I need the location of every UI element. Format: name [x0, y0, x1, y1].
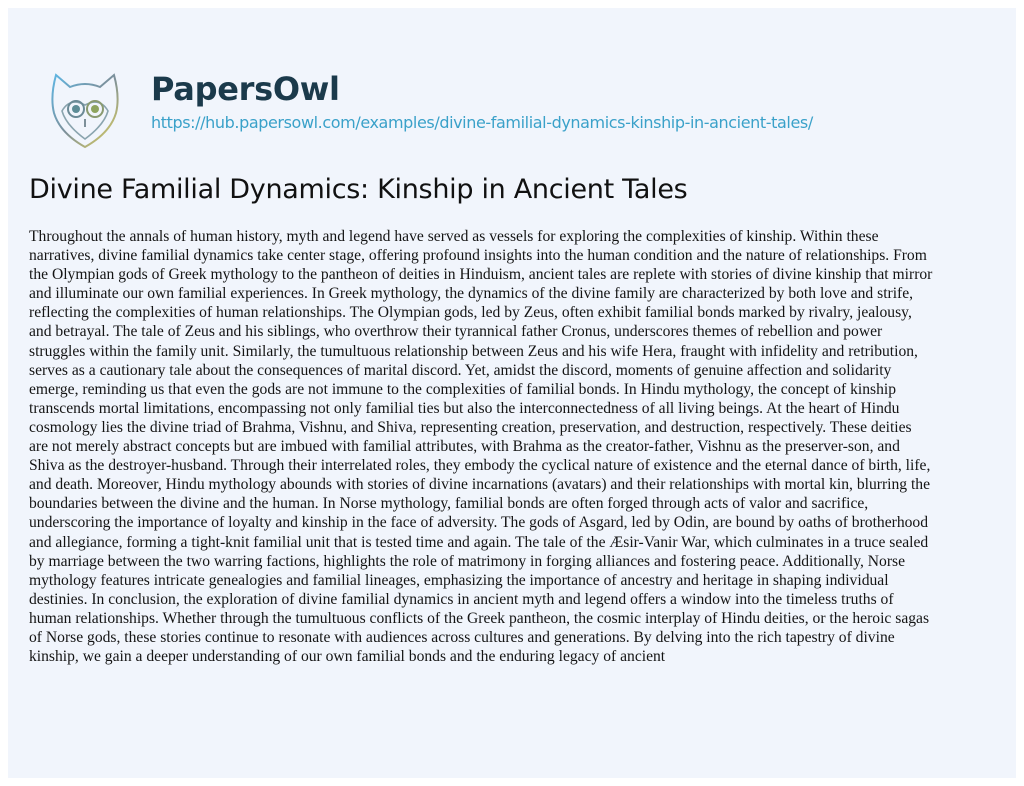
body-line: emerge, reminding us that even the gods are not immune to the complexities of familial bonds. In Hindu mythology, the concept of kinship: [29, 380, 897, 398]
body-line: serves as a cautionary tale about the consequences of marital discord. Yet, amidst the discord, moments of genuine affection and solidarity: [29, 361, 892, 379]
body-line: struggles within the family unit. Similarly, the tumultuous relationship between Zeus and his wife Hera, fraught with infidelity and retribution,: [29, 342, 918, 360]
body-line: mythology features intricate genealogies and familial lineages, emphasizing the importance of ancestry and heritage in shaping individual: [29, 571, 889, 589]
page-title: Divine Familial Dynamics: Kinship in Ancient Tales: [29, 174, 688, 205]
body-line: of Norse gods, these stories continue to resonate with audiences across cultures and generations. By delving into the rich tapestry of divine: [29, 628, 895, 646]
body-line: and betrayal. The tale of Zeus and his siblings, who overthrow their tyrannical father Cronus, underscores themes of rebellion and power: [29, 323, 883, 341]
body-line: kinship, we gain a deeper understanding of our own familial bonds and the enduring legacy of ancient: [29, 648, 666, 666]
body-line: by marriage between the two warring factions, highlights the role of matrimony in forging alliances and fostering peace. Additionally, Norse: [29, 552, 906, 570]
body-line: and illuminate our own familial experiences. In Greek mythology, the dynamics of the divine family are characterized by both love and strife,: [29, 285, 914, 303]
body-line: reflecting the complexities of human relationships. The Olympian gods, led by Zeus, often exhibit familial bonds marked by rivalry, jealousy,: [29, 304, 912, 322]
page-panel: [8, 8, 1016, 778]
article-body: [29, 227, 1019, 666]
body-line: and allegiance, forming a tight-knit familial unit that is tested time and again. The tale of the Æsir-Vanir War, which culminates in a truce sealed: [29, 533, 929, 551]
body-line: Throughout the annals of human history, myth and legend have served as vessels for exploring the complexities of kinship. Within these: [29, 228, 879, 245]
body-line: and death. Moreover, Hindu mythology abounds with stories of divine incarnations (avatars) and their relationships with mortal kin, blurring the: [29, 476, 931, 494]
body-line: narratives, divine familial dynamics take center stage, offering profound insights into the human condition and the nature of relationships. From: [29, 247, 927, 265]
body-line: underscoring the importance of loyalty and kinship in the face of adversity. The gods of Asgard, led by Odin, are bound by oaths of brotherhood: [29, 514, 929, 532]
source-url[interactable]: https://hub.papersowl.com/examples/divine-familial-dynamics-kinship-in-ancient-tales/: [151, 113, 813, 132]
body-line: transcends mortal limitations, encompassing not only familial ties but also the interconnectedness of all living beings. At the heart of Hindu: [29, 399, 900, 417]
body-line: Shiva as the destroyer-husband. Through their interrelated roles, they embody the cyclical nature of existence and the eternal dance of birth, life,: [29, 457, 931, 475]
owl-logo-icon: [48, 67, 122, 151]
body-line: are not merely abstract concepts but are imbued with familial attributes, with Brahma as the creator-father, Vishnu as the preserver-son, and: [29, 438, 900, 456]
body-line: human relationships. Whether through the tumultuous conflicts of the Greek pantheon, the cosmic interplay of Hindu deities, or the heroic sagas: [29, 609, 930, 627]
body-line: cosmology lies the divine triad of Brahma, Vishnu, and Shiva, representing creation, preservation, and destruction, respectively. These deities: [29, 418, 912, 436]
body-line: the Olympian gods of Greek mythology to the pantheon of deities in Hinduism, ancient tales are replete with stories of divine kinship that mirror: [29, 266, 933, 284]
header: [8, 8, 1016, 168]
body-line: destinies. In conclusion, the exploration of divine familial dynamics in ancient myth and legend offers a window into the timeless truths of: [29, 590, 894, 608]
body-line: boundaries between the divine and the human. In Norse mythology, familial bonds are often forged through acts of valor and sacrifice,: [29, 495, 869, 513]
brand-name[interactable]: PapersOwl: [151, 70, 340, 108]
